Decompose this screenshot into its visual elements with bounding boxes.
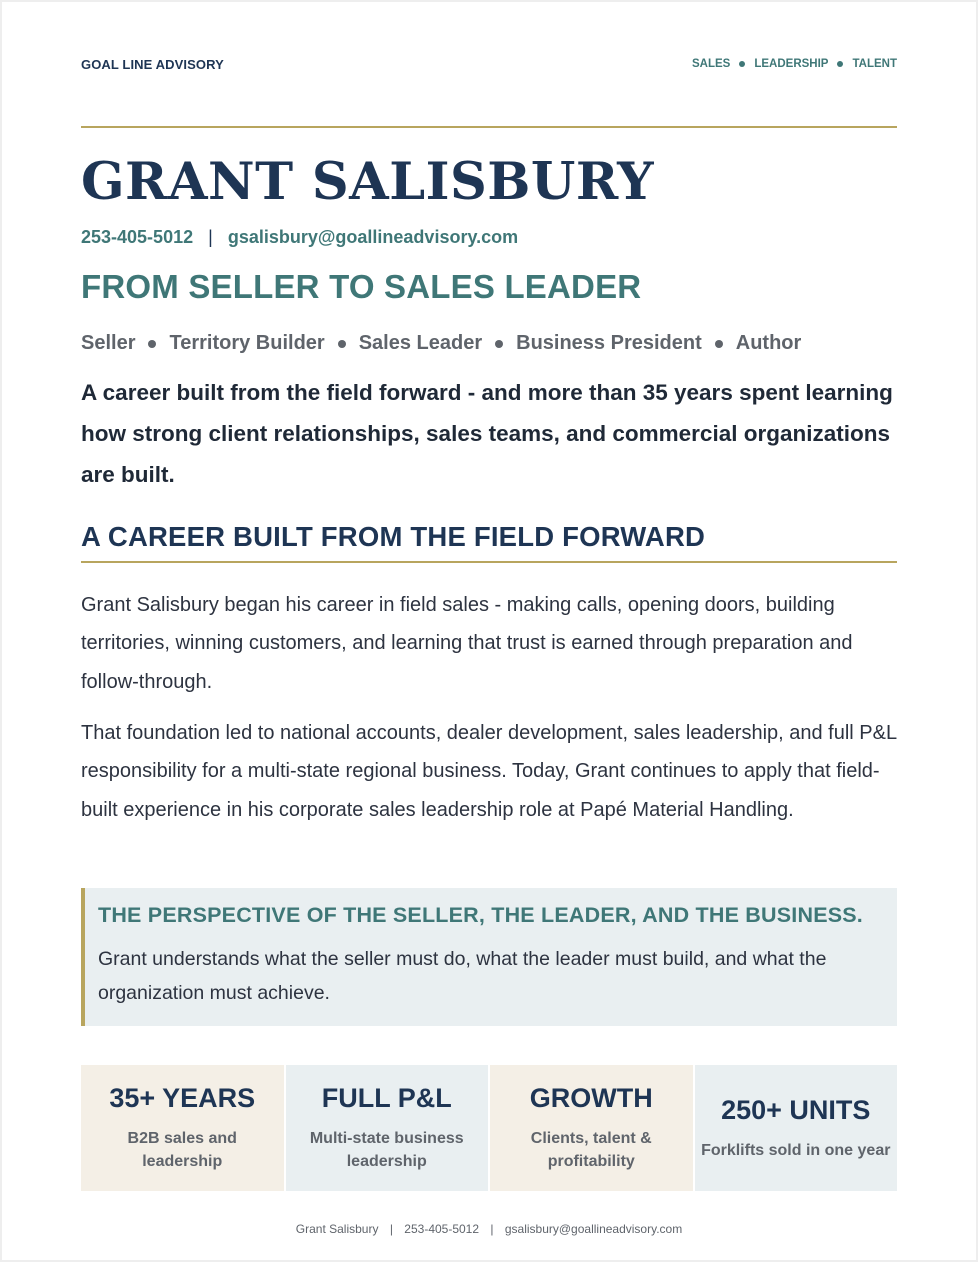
footer-separator: |	[490, 1222, 494, 1236]
callout-title: THE PERSPECTIVE OF THE SELLER, THE LEADER, AND THE BUSINESS.	[98, 903, 863, 927]
stat-card-years	[81, 1065, 284, 1191]
brand-name: GOAL LINE ADVISORY	[81, 57, 224, 72]
stat-label: Forklifts sold in one year	[701, 1141, 891, 1159]
stat-card-growth	[490, 1065, 693, 1191]
focus-tags	[692, 58, 897, 70]
bullet-dot-icon	[148, 340, 156, 348]
email-link[interactable]: gsalisbury@goallineadvisory.com	[227, 227, 519, 247]
tag-leadership: LEADERSHIP	[754, 58, 829, 70]
top-bar	[81, 57, 897, 77]
person-name: GRANT SALISBURY	[81, 152, 655, 212]
bullet-dot-icon	[837, 61, 843, 67]
header-divider	[81, 126, 897, 128]
bullet-dot-icon	[495, 340, 503, 348]
tag-sales: SALES	[692, 58, 731, 70]
stat-label: Clients, talent & profitability	[530, 1130, 652, 1170]
stat-value: FULL P&L	[321, 1083, 452, 1113]
section-divider	[81, 561, 897, 563]
intro-statement: A career built from the field forward - and more than 35 years spent learning how strong client relationships, sales teams, and commercial organizations are built.	[81, 380, 893, 487]
footer-name: Grant Salisbury	[295, 1222, 379, 1236]
stat-value: 35+ YEARS	[109, 1083, 256, 1113]
stat-value: 250+ UNITS	[721, 1094, 871, 1125]
stat-card-units	[695, 1065, 898, 1191]
stat-value: GROWTH	[529, 1083, 653, 1113]
footer-separator: |	[389, 1222, 393, 1236]
bullet-dot-icon	[338, 340, 346, 348]
role-item: Territory Builder	[169, 332, 325, 354]
stat-card-pl	[286, 1065, 489, 1191]
section-title: A CAREER BUILT FROM THE FIELD FORWARD	[81, 521, 706, 552]
role-item: Business President	[516, 332, 702, 354]
footer-email[interactable]: gsalisbury@goallineadvisory.com	[504, 1222, 683, 1236]
contact-line	[81, 227, 518, 248]
stat-label: B2B sales and leadership	[127, 1130, 237, 1170]
tag-talent: TALENT	[852, 58, 897, 70]
headline: FROM SELLER TO SALES LEADER	[81, 268, 642, 305]
perspective-callout	[81, 888, 897, 1026]
role-item: Sales Leader	[358, 332, 483, 354]
roles-list	[81, 332, 801, 355]
body-paragraph: Grant Salisbury began his career in field sales - making calls, opening doors, building territories, winning customers, and learning that trust is earned through preparation and follow-through.	[81, 594, 853, 693]
bullet-dot-icon	[739, 61, 745, 67]
page-footer	[81, 1222, 897, 1236]
callout-text: Grant understands what the seller must do, what the leader must build, and what the organization must achieve.	[98, 948, 827, 1004]
role-item: Author	[735, 332, 802, 354]
bullet-dot-icon	[715, 340, 723, 348]
stats-row	[81, 1065, 897, 1191]
body-paragraph: That foundation led to national accounts, dealer development, sales leadership, and full P&L responsibility for a multi-state regional business. Today, Grant continues to apply that field-built experience in his corporate sales leadership role at Papé Material Handling.	[81, 722, 897, 821]
footer-phone[interactable]: 253-405-5012	[404, 1222, 480, 1236]
stat-label: Multi-state business leadership	[309, 1130, 464, 1170]
contact-separator: |	[208, 227, 213, 247]
phone-number[interactable]: 253-405-5012	[81, 227, 194, 247]
role-item: Seller	[81, 332, 136, 354]
